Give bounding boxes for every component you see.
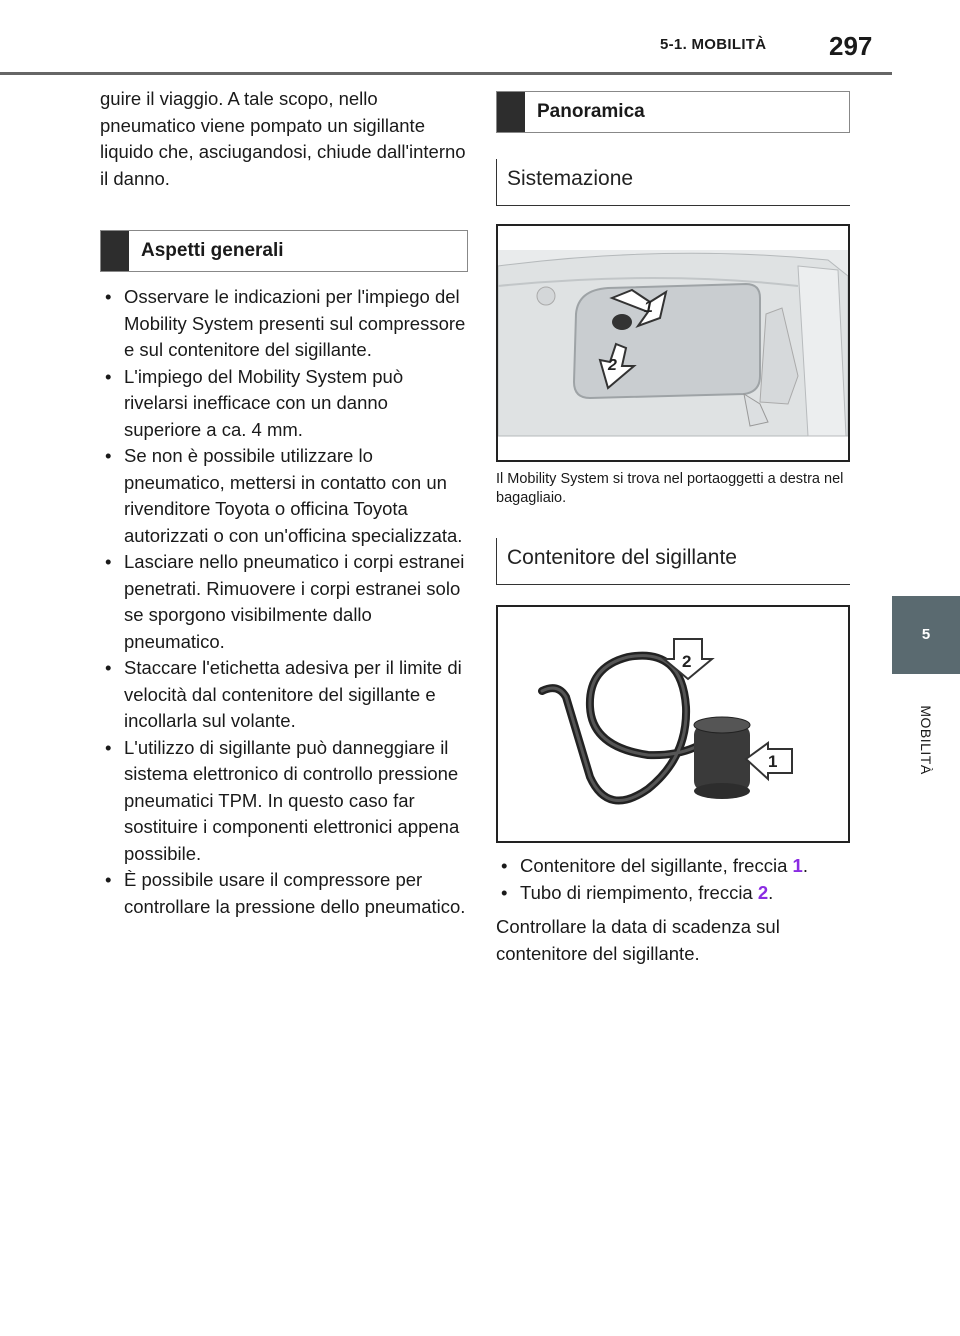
bullet-item: • L'impiego del Mobility System può rivelarsi inefficace con un danno superiore a ca. 4 mm.	[100, 364, 468, 444]
bullet-item: • Osservare le indicazioni per l'impiego del Mobility System presenti sul compressore e sul contenitore del sigillante.	[100, 284, 468, 364]
arrow-2-icon	[664, 639, 712, 679]
arrow-1-icon	[746, 743, 792, 779]
bullet-item: • Se non è possibile utilizzare lo pneumatico, mettersi in contatto con un rivenditore Toyota o officina Toyota autorizzati o con un'officina specializzata.	[100, 443, 468, 549]
chapter-label: MOBILITÀ	[918, 705, 934, 775]
heading-aspetti-generali	[100, 230, 468, 272]
subheading-sistemazione: Sistemazione	[496, 159, 850, 206]
header-rule	[0, 72, 892, 75]
closing-paragraph: Controllare la data di scadenza sul contenitore del sigillante.	[496, 916, 780, 964]
bullet-item: • Staccare l'etichetta adesiva per il limite di velocità dal contenitore del sigillante e incollarla sul volante.	[100, 655, 468, 735]
sealant-container-illustration	[496, 605, 850, 843]
heading-panoramica	[496, 91, 850, 133]
component-text: Contenitore del sigillante, freccia	[520, 855, 788, 876]
section-title: 5-1. MOBILITÀ	[660, 36, 767, 53]
component-text: Tubo di riempimento, freccia	[520, 881, 753, 903]
arrow-1-label: 1	[644, 299, 653, 316]
bullet-item: • È possibile usare il compressore per controllare la pressione dello pneumatico.	[100, 867, 468, 920]
left-column	[100, 86, 468, 920]
bullet-item: • L'utilizzo di sigillante può danneggiare il sistema elettronico di controllo pressione pneumatici TPM. In questo caso far sostituire i componenti elettronici appena possibile.	[100, 735, 468, 868]
arrow-2-label: 2	[682, 652, 692, 671]
trunk-illustration	[496, 224, 850, 462]
arrow-2-label: 2	[608, 357, 617, 374]
bullet-item: • Lasciare nello pneumatico i corpi estranei penetrati. Rimuovere i corpi estranei solo se sporgono visibilmente dallo pneumatico.	[100, 549, 468, 655]
figure-caption: Il Mobility System si trova nel portaoggetti a destra nel bagagliaio.	[496, 471, 844, 506]
arrow-number: 2	[757, 881, 769, 903]
heading-bar	[497, 92, 525, 132]
arrow-number: 1	[792, 855, 803, 876]
heading-text: Panoramica	[537, 101, 645, 122]
intro-paragraph: guire il viaggio. A tale scopo, nello pneumatico viene pompato un sigillante liquido che, asciugandosi, chiude dall'interno il danno.	[100, 88, 466, 189]
general-bullets	[100, 284, 468, 920]
subheading-contenitore: Contenitore del sigillante	[496, 538, 850, 585]
component-list	[496, 853, 850, 906]
right-column	[496, 91, 850, 967]
trunk-drawing	[498, 226, 848, 460]
component-item: • Contenitore del sigillante, freccia 1.	[496, 853, 850, 880]
sealant-drawing	[498, 607, 848, 841]
page-number: 297	[829, 31, 873, 61]
heading-text: Aspetti generali	[141, 240, 284, 261]
chapter-tab: 5	[892, 596, 960, 674]
arrow-1-label: 1	[768, 752, 778, 771]
component-item: • Tubo di riempimento, freccia 2.	[496, 880, 850, 907]
heading-bar	[101, 231, 129, 271]
